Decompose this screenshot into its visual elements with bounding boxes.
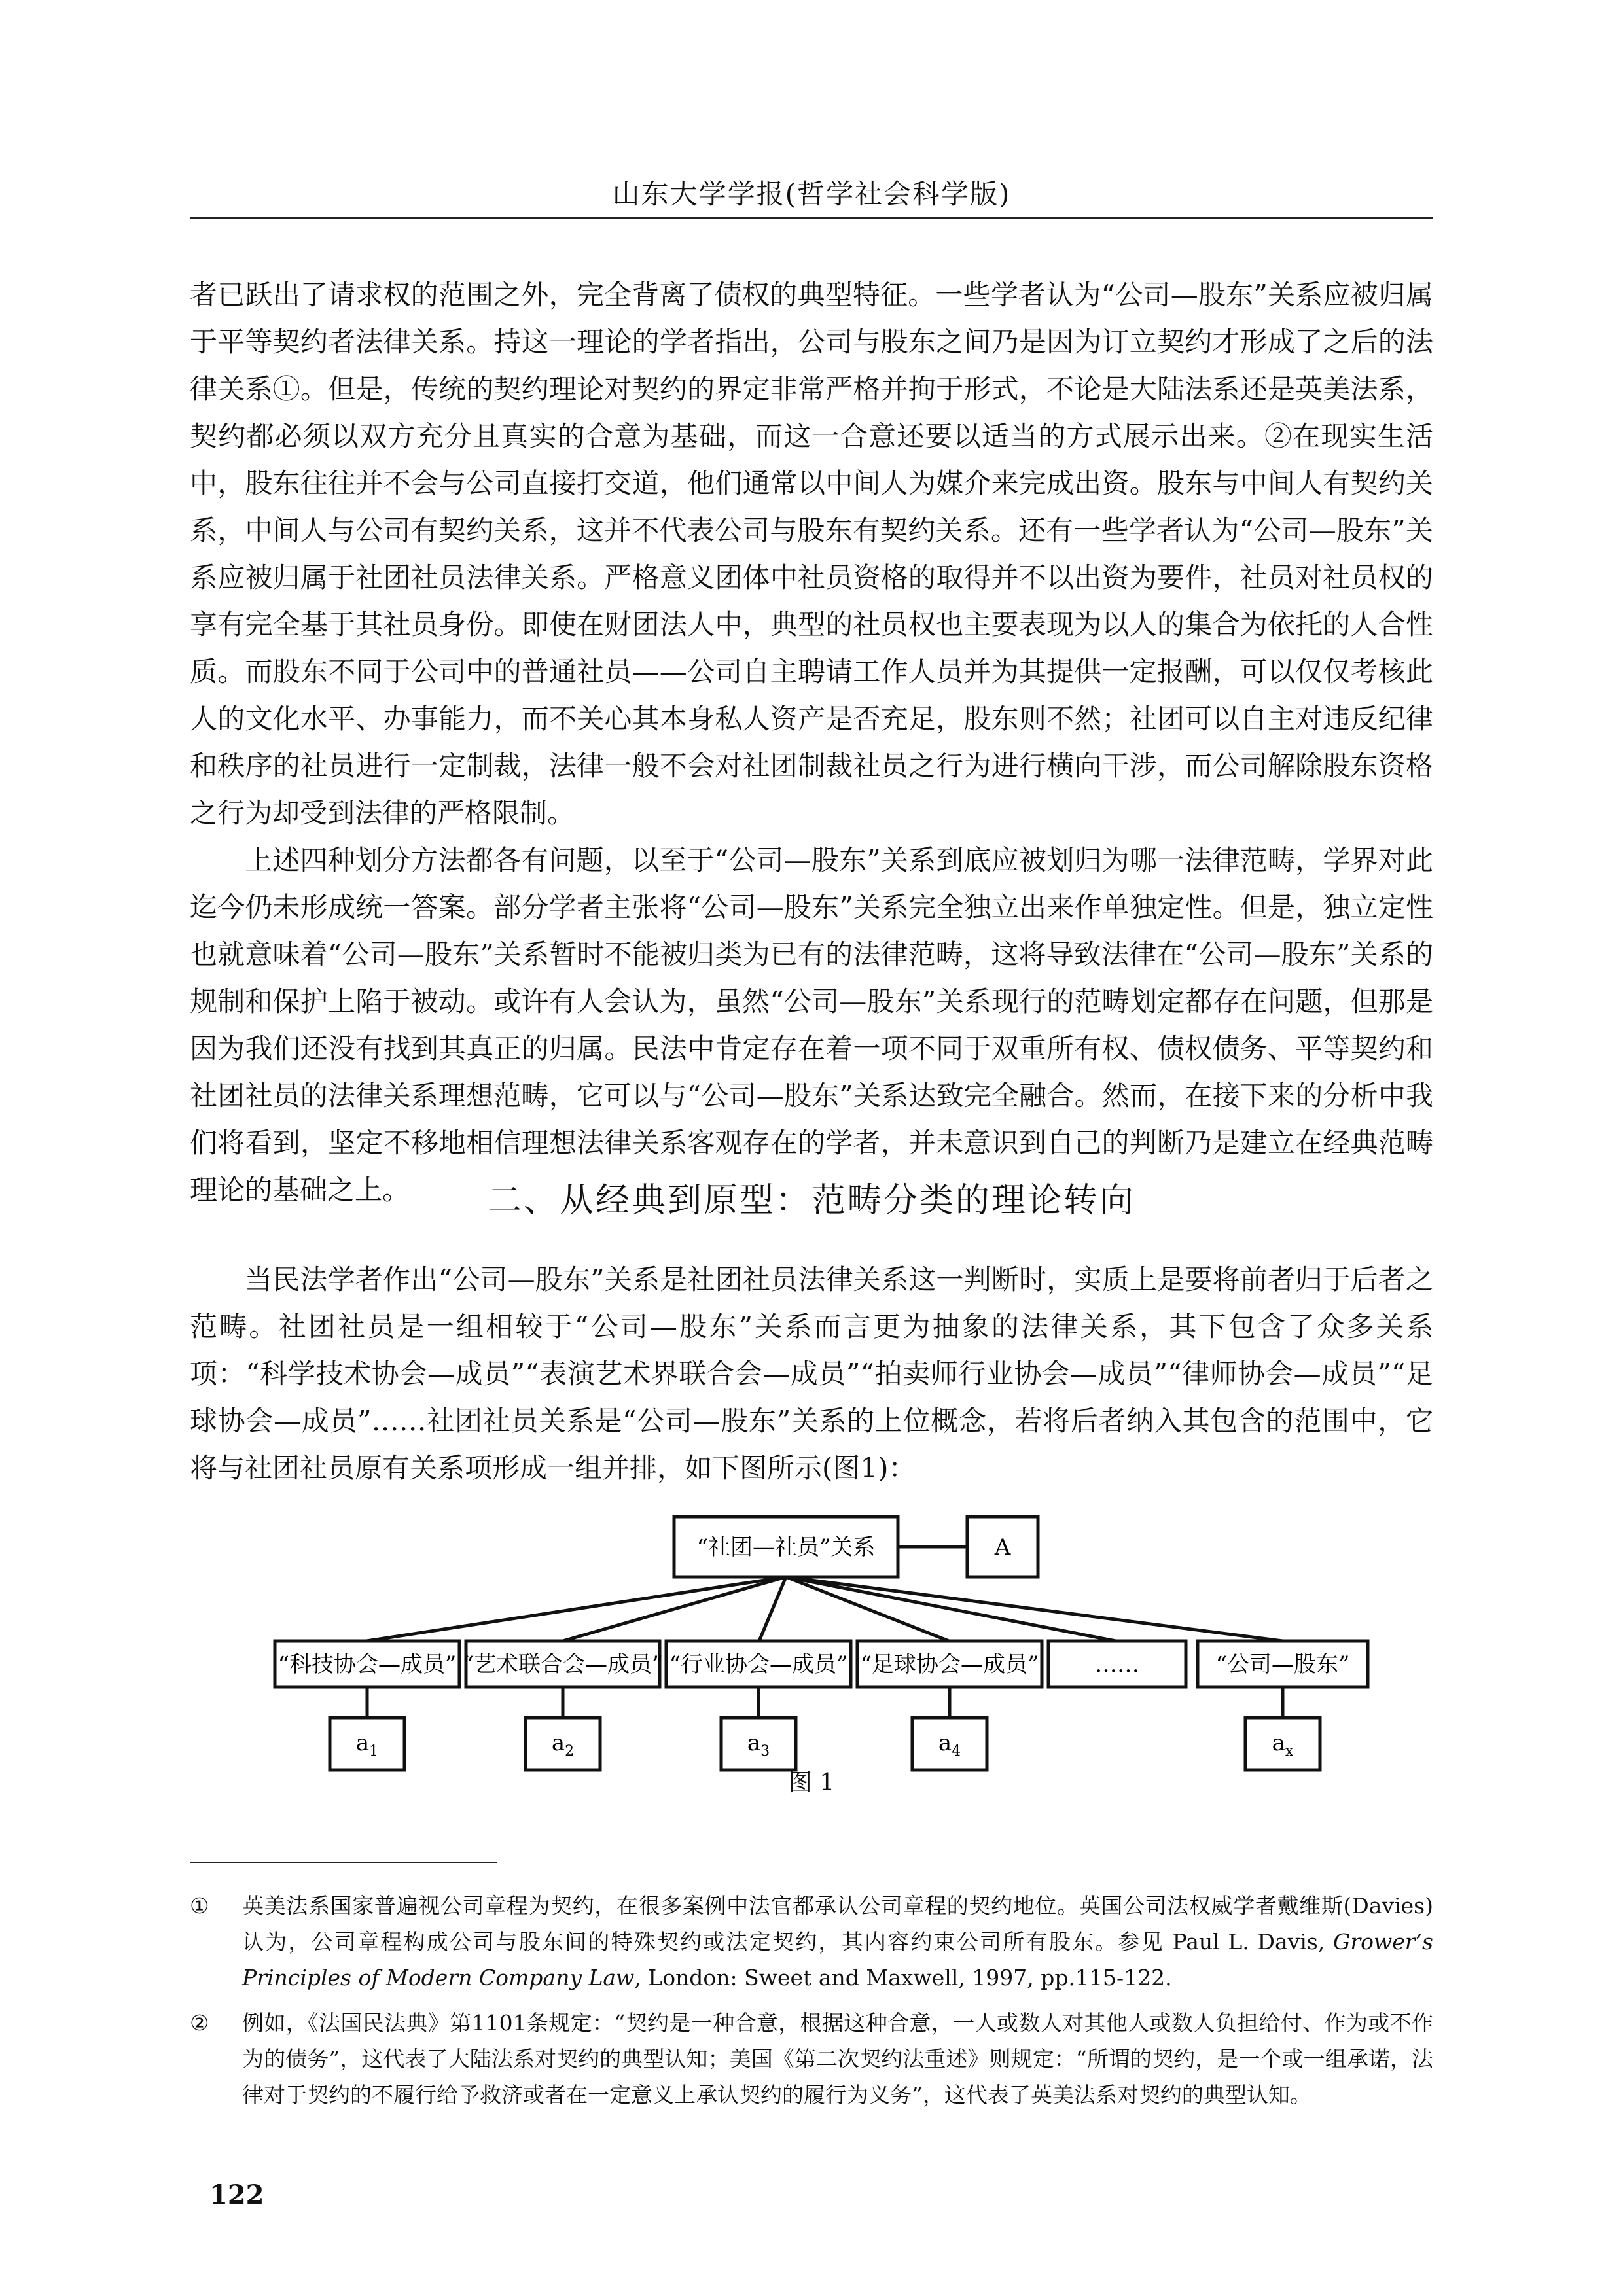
child-node-label-1: “科技协会—成员” — [277, 1651, 457, 1678]
attribute-label-4: $a_4$ — [938, 1730, 961, 1759]
footnote-mark-2: ② — [190, 2010, 209, 2036]
footnote-text-2: 例如，《法国民法典》第1101条规定：“契约是一种合意，根据这种合意，一人或数人对其他人或数人负担给付、作为或不作为的债务”，这代表了大陆法系对契约的典型认知；美国《第二次契约法重述》则规定：“所谓的契约，是一个或一组承诺，法律对于契约的不履行给予救济或者在一定意义上承认契约的履行为义务”，这代表了英美法系对契约的典型认知。 — [242, 2010, 1433, 2108]
footnote-text-1: 英美法系国家普遍视公司章程为契约，在很多案例中法官都承认公司章程的契约地位。英国公司法权威学者戴维斯(Davies)认为，公司章程构成公司与股东间的特殊契约或法定契约，其内容约束公司所有股东。参见 Paul L. Davis, Grower’s Principles of Modern Company Law, London: Sweet and Maxwell, 1997, pp.115-122. — [242, 1893, 1433, 1990]
child-node-label-2: “艺术联合会—成员” — [462, 1651, 664, 1678]
branch-line-1 — [366, 1577, 786, 1641]
child-node-label-3: “行业协会—成员” — [669, 1651, 848, 1678]
attribute-label-2: $a_2$ — [551, 1730, 575, 1759]
paragraph-2: 上述四种划分方法都各有问题，以至于“公司—股东”关系到底应被划归为哪一法律范畴，学界对此迄今仍未形成统一答案。部分学者主张将“公司—股东”关系完全独立出来作单独定性。但是，独立定性也就意味着“公司—股东”关系暂时不能被归类为已有的法律范畴，这将导致法律在“公司—股东”关系的规制和保护上陷于被动。或许有人会认为，虽然“公司—股东”关系现行的范畴划定都存在问题，但那是因为我们还没有找到其真正的归属。民法中肯定存在着一项不同于双重所有权、债权债务、平等契约和社团社员的法律关系理想范畴，它可以与“公司—股东”关系达致完全融合。然而，在接下来的分析中我们将看到，坚定不移地相信理想法律关系客观存在的学者，并未意识到自己的判断乃是建立在经典范畴理论的基础之上。 — [190, 844, 1433, 1206]
footnote-mark-1: ① — [190, 1893, 209, 1918]
attribute-label-1: $a_1$ — [355, 1730, 379, 1759]
branch-line-3 — [759, 1577, 786, 1641]
child-node-label-5: …… — [1095, 1651, 1139, 1678]
branch-line-6 — [786, 1577, 1283, 1641]
footnote-rule — [190, 1862, 497, 1863]
paragraph-3: 当民法学者作出“公司—股东”关系是社团社员法律关系这一判断时，实质上是要将前者归于后者之范畴。社团社员是一组相较于“公司—股东”关系而言更为抽象的法律关系，其下包含了众多关系项：“科学技术协会—成员”“表演艺术界联合会—成员”“拍卖师行业协会—成员”“律师协会—成员”“足球协会—成员”……社团社员关系是“公司—股东”关系的上位概念，若将后者纳入其包含的范围中，它将与社团社员原有关系项形成一组并排，如下图所示(图1)： — [190, 1263, 1433, 1484]
page-number: 122 — [209, 2180, 264, 2210]
branch-line-2 — [563, 1577, 786, 1641]
child-node-label-4: “足球协会—成员” — [860, 1651, 1039, 1678]
footnote-1 — [190, 1888, 1433, 1996]
root-attribute-label: A — [994, 1534, 1011, 1561]
figure-caption: 图 1 — [788, 1769, 835, 1796]
paragraph-1: 者已跃出了请求权的范围之外，完全背离了债权的典型特征。一些学者认为“公司—股东”关系应被归属于平等契约者法律关系。持这一理论的学者指出，公司与股东之间乃是因为订立契约才形成了之后的法律关系①。但是，传统的契约理论对契约的界定非常严格并拘于形式，不论是大陆法系还是英美法系，契约都必须以双方充分且真实的合意为基础，而这一合意还要以适当的方式展示出来。②在现实生活中，股东往往并不会与公司直接打交道，他们通常以中间人为媒介来完成出资。股东与中间人有契约关系，中间人与公司有契约关系，这并不代表公司与股东有契约关系。还有一些学者认为“公司—股东”关系应被归属于社团社员法律关系。严格意义团体中社员资格的取得并不以出资为要件，社员对社员权的享有完全基于其社员身份。即使在财团法人中，典型的社员权也主要表现为以人的集合为依托的人合性质。而股东不同于公司中的普通社员——公司自主聘请工作人员并为其提供一定报酬，可以仅仅考核此人的文化水平、办事能力，而不关心其本身私人资产是否充足，股东则不然；社团可以自主对违反纪律和秩序的社员进行一定制裁，法律一般不会对社团制裁社员之行为进行横向干涉，而公司解除股东资格之行为却受到法律的严格限制。 — [190, 279, 1433, 829]
branch-line-5 — [786, 1577, 1116, 1641]
journal-header: 山东大学学报(哲学社会科学版) — [612, 178, 1011, 210]
section-title: 二、从经典到原型：范畴分类的理论转向 — [487, 1181, 1135, 1220]
footnotes — [190, 1888, 1433, 2122]
footnote-book-title: Grower’s Principles of Modern Company Law — [242, 1929, 1433, 1990]
root-node-label: “社团—社员”关系 — [696, 1534, 876, 1561]
child-node-label-6: “公司—股东” — [1215, 1651, 1350, 1678]
attribute-label-3: $a_3$ — [747, 1730, 770, 1759]
attribute-label-6: $a_x$ — [1272, 1730, 1294, 1759]
footnote-2 — [190, 2005, 1433, 2113]
